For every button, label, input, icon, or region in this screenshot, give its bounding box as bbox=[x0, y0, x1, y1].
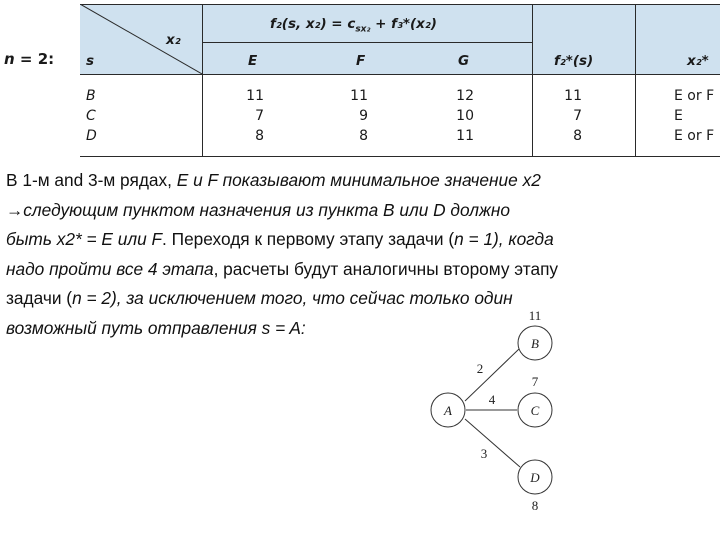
header-formula bbox=[270, 16, 437, 35]
header-choice-g: G bbox=[458, 53, 470, 69]
formula-underline bbox=[202, 42, 532, 43]
paragraph-line-6 bbox=[6, 314, 718, 344]
cell-d-x2: E or F bbox=[674, 128, 715, 144]
stage-equals: = 2: bbox=[14, 50, 55, 68]
line1-plain: В 1-м and 3-м рядах, bbox=[6, 170, 177, 190]
stage-label bbox=[4, 50, 54, 68]
paragraph-line-2 bbox=[6, 196, 718, 226]
header-f2-star: f₂*(s) bbox=[554, 53, 594, 69]
edge-weight-a-d: 3 bbox=[480, 446, 488, 461]
row-s-b: B bbox=[86, 88, 96, 104]
column-rule-2 bbox=[532, 4, 533, 156]
cell-d-f: 8 bbox=[359, 128, 368, 144]
cell-b-x2: E or F bbox=[674, 88, 715, 104]
line4-italic: надо пройти все 4 этапа bbox=[6, 258, 214, 279]
line3-plain: . Переходя к первому этапу задачи ( bbox=[162, 229, 455, 249]
header-choice-f: F bbox=[356, 53, 366, 69]
cell-c-f2: 7 bbox=[573, 108, 582, 124]
cell-c-g: 10 bbox=[456, 108, 474, 124]
cell-c-x2: E bbox=[674, 108, 683, 124]
paragraph-line-4 bbox=[6, 255, 718, 285]
header-choice-e: E bbox=[248, 53, 258, 69]
node-c-value: 7 bbox=[531, 374, 539, 389]
cell-c-f: 9 bbox=[359, 108, 368, 124]
line5-plain: задачи ( bbox=[6, 288, 73, 308]
stage-table bbox=[80, 4, 720, 156]
formula-tail: + f₃*(x₂) bbox=[370, 16, 437, 32]
line3-italic: быть х2* = E или F bbox=[6, 229, 163, 249]
cell-b-f2: 11 bbox=[564, 88, 582, 104]
node-a-label: A bbox=[444, 403, 452, 418]
formula-main: f₂(s, x₂) = c bbox=[270, 16, 356, 32]
line2-italic: →следующим пунктом назначения из пункта B или D должно bbox=[6, 199, 510, 220]
paragraph-line-5 bbox=[6, 284, 718, 314]
cell-d-g: 11 bbox=[456, 128, 474, 144]
paragraph-line-1 bbox=[6, 166, 718, 196]
line6-italic: возможный путь отправления s = A: bbox=[6, 317, 306, 338]
header-s: s bbox=[86, 53, 95, 69]
node-d-label: D bbox=[530, 470, 540, 485]
stage-variable: n bbox=[4, 50, 15, 68]
route-graph bbox=[400, 306, 580, 516]
cell-b-e: 11 bbox=[246, 88, 264, 104]
line1-italic: E и F показывают минимальное значение х2 bbox=[176, 170, 541, 190]
row-s-d: D bbox=[86, 128, 97, 144]
cell-d-e: 8 bbox=[255, 128, 264, 144]
edge-a-d bbox=[465, 419, 520, 467]
cell-d-f2: 8 bbox=[573, 128, 582, 144]
column-rule-3 bbox=[635, 4, 636, 156]
header-diagonal bbox=[80, 4, 202, 75]
explanation-paragraph bbox=[6, 166, 718, 343]
edge-weight-a-b: 2 bbox=[476, 361, 484, 376]
formula-subscript: sx₂ bbox=[355, 24, 371, 35]
column-rule-1 bbox=[202, 4, 203, 156]
cell-b-f: 11 bbox=[350, 88, 368, 104]
node-b-label: B bbox=[531, 336, 539, 351]
cell-b-g: 12 bbox=[456, 88, 474, 104]
line5-italic: n = 2), за исключением того, что сейчас только один bbox=[72, 288, 513, 308]
node-c-label: C bbox=[530, 403, 540, 418]
node-b-value: 11 bbox=[528, 308, 542, 323]
line3-italic-end: n = 1), когда bbox=[454, 229, 554, 249]
line4-plain: , расчеты будут аналогичны второму этапу bbox=[213, 258, 559, 279]
table-bottom-rule bbox=[80, 156, 720, 157]
header-x2: x₂ bbox=[166, 32, 181, 48]
header-x2-star: x₂* bbox=[687, 53, 709, 69]
node-d-value: 8 bbox=[531, 498, 539, 513]
cell-c-e: 7 bbox=[255, 108, 264, 124]
row-s-c: C bbox=[86, 108, 96, 124]
paragraph-line-3 bbox=[6, 225, 718, 255]
edge-weight-a-c: 4 bbox=[488, 392, 496, 407]
